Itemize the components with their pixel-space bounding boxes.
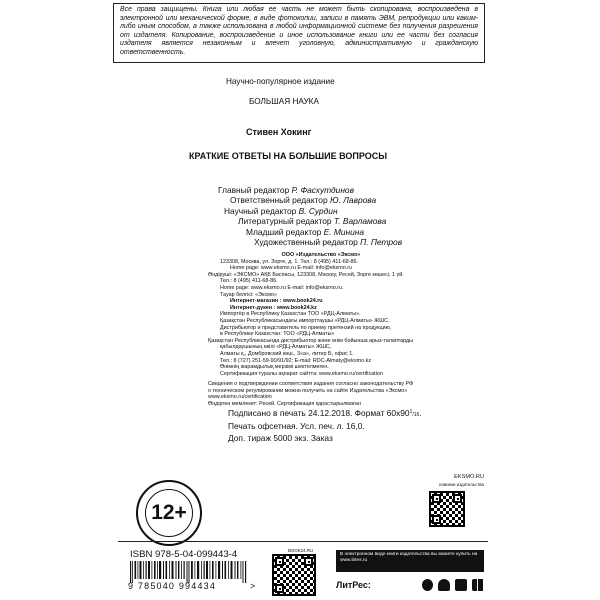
phone-kz: Тел.: 8 (495) 411-68-86.	[220, 278, 278, 285]
book24-label: BOOK24.RU	[288, 548, 314, 553]
importer-ru: Импортёр в Республику Казахстан ТОО «РДЦ-Алматы».	[220, 311, 361, 318]
isbn: ISBN 978-5-04-099443-4	[130, 549, 238, 560]
distributor-kz-2: қабылдаушының өкілі «РДЦ-Алматы» ЖШС,	[220, 344, 332, 351]
eksmo-site: EKSMO.RU	[454, 474, 484, 480]
store-row	[336, 574, 484, 596]
publisher-address: 123308, Москва, ул. Зорге, д. 1. Тел.: 8 (495) 411-68-86.	[220, 258, 359, 265]
editors-list	[218, 185, 402, 247]
book-title: КРАТКИЕ ОТВЕТЫ НА БОЛЬШИЕ ВОПРОСЫ	[189, 151, 388, 161]
shelf-life: Өнімнің жарамдылық мерзімі шектелмеген.	[220, 364, 329, 371]
editor-line: Главный редактор Р. Фасхутдинов	[218, 185, 354, 195]
copyright-notice: Все права защищены. Книга или любая ее часть не может быть скопирована, воспроизведена в электронной или механической форме, в виде фотокопии, записи в память ЭВМ, репродукции или каким-либо иным способом, а также использована в любой информационной системе без получения разрешения от издателя. Копирование, воспроизведение и иное использование книги или ее части без согласия издателя является незаконным и влечет уголовную, административную и гражданскую ответственность.	[113, 3, 485, 63]
importer-kz: Қазақстан Республикасындағы импорттаушы «РДЦ-Алматы» ЖШС.	[220, 317, 390, 324]
manufacturer-kz: Өндіруші: «ЭКСМО» АҚБ Баспасы, 123308, Мәскеу, Ресей, Зорге көшесі, 1 үй.	[208, 271, 404, 278]
litres-banner[interactable]: В электронном виде книги издательства вы можете купить на www.litres.ru	[336, 550, 484, 572]
distributor-kz: Қазақстан Республикасында дистрибьютор және өнім бойынша арыз-талаптарды	[208, 337, 414, 344]
editor-line: Научный редактор В. Сурдин	[224, 205, 338, 216]
windows-phone-icon[interactable]	[455, 579, 467, 591]
printing-details	[228, 407, 422, 444]
editor-line: Ответственный редактор Ю. Лаврова	[230, 195, 377, 206]
book24-qr-code[interactable]	[272, 554, 316, 596]
almaty-address: Алматы қ., Домбровский көш., 3«а», литер Б, офис 1.	[220, 350, 354, 357]
homepage-kz: Home page: www.eksmo.ru E-mail: info@eksmo.ru.	[220, 284, 344, 291]
editor-line: Литературный редактор Т. Варламова	[238, 216, 387, 227]
divider	[118, 541, 488, 542]
printing-line-1: Подписано в печать 24.12.2018. Формат $60x90^1/16$.	[228, 408, 422, 418]
barcode-digits: 9 785040 994434	[128, 581, 217, 591]
edition-type: Научно-популярное издание	[226, 77, 335, 86]
editor-line: Младший редактор Е. Минина	[246, 226, 365, 237]
cert-ru-2: о техническом регулировании можно получить на сайте Издательства «Эксмо»	[208, 387, 408, 394]
printing-line-2: Печать офсетная. Усл. печ. л. 16,0.	[228, 421, 365, 432]
android-icon[interactable]	[438, 579, 450, 591]
printing-line-3: Доп. тираж 5000 экз. Заказ	[228, 432, 333, 443]
almaty-phone: Тел.: 8 (727) 251-59-90/91/92; E-mail: RDC-Almaty@eksmo.kz	[220, 357, 372, 364]
eksmo-subtitle: новинки издательства	[439, 482, 484, 487]
distributor-ru-2: в Республике Казахстан: ТОО «РДЦ-Алматы»	[220, 331, 335, 338]
windows-icon[interactable]	[472, 579, 484, 591]
shop-kz: Интернет-дүкен : www.book24.kz	[230, 304, 317, 311]
distributor-ru: Дистрибьютор и представитель по приему претензий на продукцию,	[220, 324, 392, 331]
age-rating-badge	[136, 480, 202, 546]
origin-kz: Өндірген мемлекет: Ресей. Сертификация қарастырылмаған	[208, 401, 361, 408]
age-rating-label: 12+	[145, 489, 193, 537]
cert-ru-3: www.eksmo.ru/certification	[208, 394, 272, 401]
eksmo-qr-code[interactable]	[429, 491, 465, 527]
litres-logo[interactable]: ЛитРес:	[336, 580, 371, 590]
cert-kz: Сертификация туралы ақпарат сайтта: www.eksmo.ru/certification	[220, 370, 383, 377]
publisher-homepage: Home page: www.eksmo.ru E-mail: info@eksmo.ru	[230, 265, 353, 272]
barcode-bars	[130, 561, 246, 583]
publisher-name: ООО «Издательство «Эксмо»	[281, 252, 361, 258]
barcode-arrow: >	[250, 581, 256, 591]
apple-icon[interactable]	[422, 579, 433, 591]
editor-line: Художественный редактор П. Петров	[254, 237, 403, 248]
series-name: БОЛЬШАЯ НАУКА	[249, 97, 319, 106]
trademark: Тауар белгісі: «Эксмо»	[220, 291, 277, 298]
cert-ru-1: Сведения о подтверждении соответствия издания согласно законодательству РФ	[208, 381, 414, 388]
shop-ru: Интернет-магазин : www.book24.ru	[230, 298, 323, 305]
author-name: Стивен Хокинг	[246, 127, 312, 137]
publisher-block	[208, 252, 434, 408]
